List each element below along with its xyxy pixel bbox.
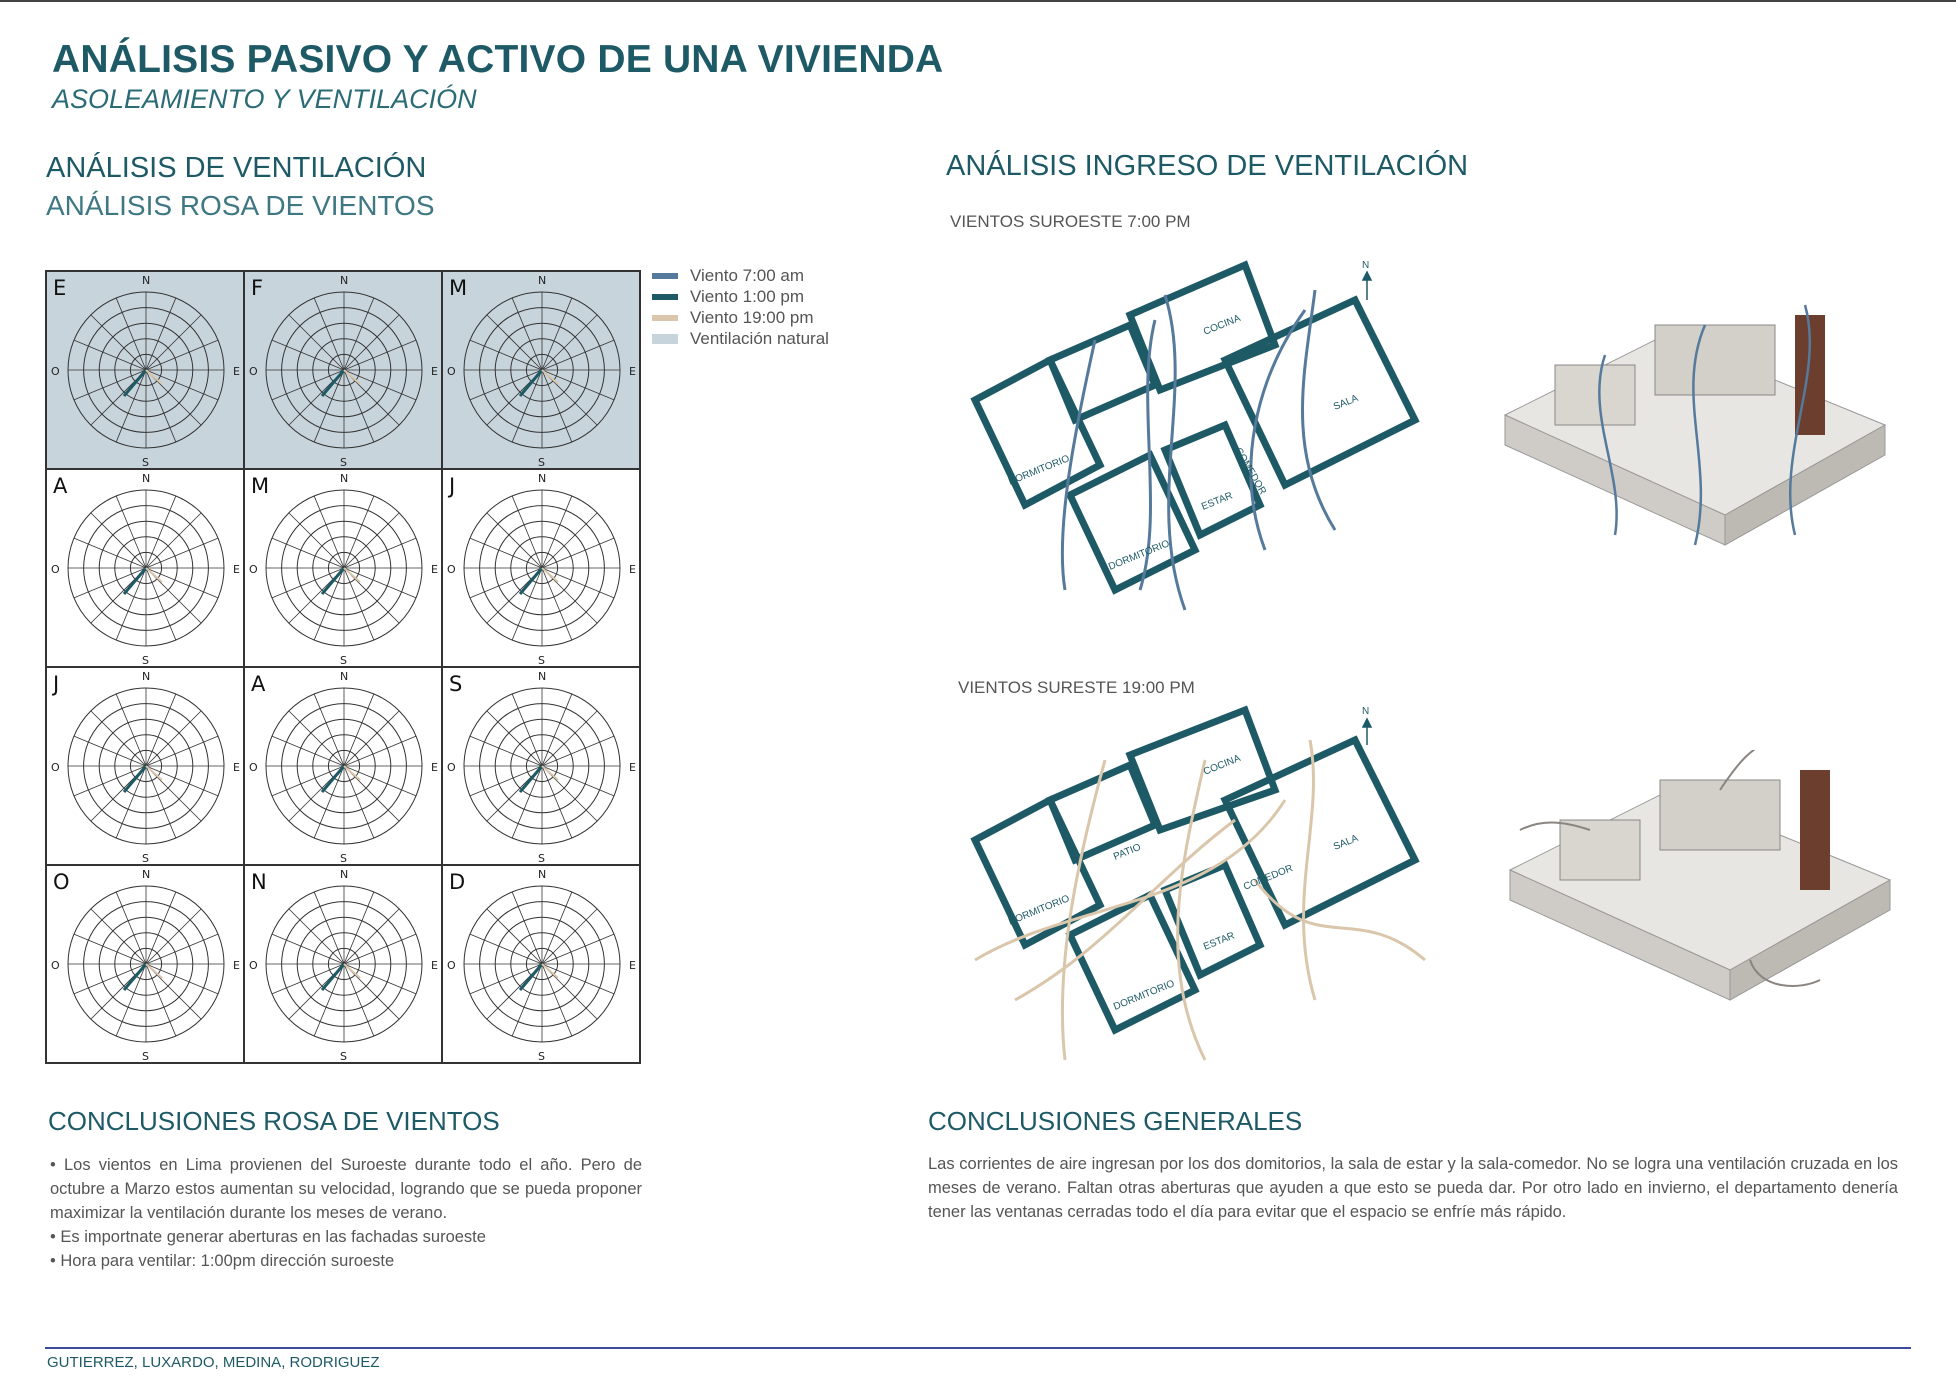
room-label-sala-2: SALA [1332, 833, 1360, 853]
wind-rose-chart [443, 272, 641, 470]
wind-rose-cell [442, 865, 640, 1063]
general-conclusions-heading: CONCLUSIONES GENERALES [928, 1106, 1303, 1136]
compass-label-o: O [249, 365, 258, 378]
wind-conclusions-list [50, 1153, 642, 1273]
wind-rose-cell [244, 271, 442, 469]
room-label-comedor-2: COMEDOR [1242, 863, 1295, 893]
wind-vector-1pm [520, 766, 542, 792]
page-subtitle: ASOLEAMIENTO Y VENTILACIÓN [52, 84, 477, 114]
month-label: D [449, 870, 466, 894]
compass-label-e: E [629, 365, 636, 378]
rose-spoke [542, 513, 597, 568]
room-label-cocina-2: COCINA [1202, 753, 1243, 778]
month-label: A [53, 474, 68, 498]
compass-label-n: N [142, 670, 151, 683]
compass-label-o: O [249, 959, 258, 972]
conclusion-bullet: • Los vientos en Lima provienen del Suroeste durante todo el año. Pero de octubre a Marzo estos aumentan su velocidad, logrando que se pueda proponer maximizar la ventilación durante los meses de verano. [50, 1156, 642, 1222]
wind-vector-1pm [124, 568, 146, 594]
compass-label-n: N [142, 472, 151, 485]
compass-label-e: E [629, 959, 636, 972]
rose-spoke [146, 711, 201, 766]
compass-label-s: S [538, 852, 545, 865]
rose-spoke [487, 315, 542, 370]
wind-conclusions-heading: CONCLUSIONES ROSA DE VIENTOS [48, 1106, 500, 1136]
month-label: M [449, 276, 468, 300]
compass-label-o: O [249, 761, 258, 774]
compass-label-e: E [431, 365, 438, 378]
north-label: N [1362, 260, 1370, 271]
wind-rose-chart [245, 470, 443, 668]
rose-spoke [91, 909, 146, 964]
month-label: J [53, 672, 60, 696]
compass-label-e: E [233, 563, 240, 576]
legend-item [652, 307, 829, 328]
conclusion-bullet: • Hora para ventilar: 1:00pm dirección suroeste [50, 1252, 395, 1270]
wind-rose-chart [245, 866, 443, 1064]
wind-rose-cell [442, 667, 640, 865]
rose-spoke [289, 909, 344, 964]
compass-label-e: E [431, 761, 438, 774]
legend-item [652, 265, 829, 286]
room-label-sala: SALA [1332, 393, 1360, 413]
wind-rose-cell [244, 667, 442, 865]
compass-label-s: S [340, 456, 347, 469]
wind-rose-cell [442, 271, 640, 469]
compass-label-n: N [340, 868, 349, 881]
legend-swatch-19pm [652, 315, 678, 321]
wind-rose-chart [443, 866, 641, 1064]
wind-rose-chart [443, 668, 641, 866]
rose-spoke [91, 315, 146, 370]
compass-label-s: S [142, 654, 149, 667]
compass-label-o: O [447, 365, 456, 378]
wind-rose-grid [45, 270, 641, 1064]
wind-rose-cell [442, 469, 640, 667]
legend-label: Viento 7:00 am [690, 265, 805, 285]
wind-rose-cell [46, 865, 244, 1063]
room-label-dormitorio: DORMITORIO [1007, 453, 1072, 488]
rose-spoke [542, 909, 597, 964]
wind-rose-chart [443, 470, 641, 668]
legend-item [652, 286, 829, 307]
wind-rose-subheading: ANÁLISIS ROSA DE VIENTOS [46, 190, 435, 221]
rose-spoke [542, 711, 597, 766]
compass-label-s: S [538, 654, 545, 667]
wind-rose-cell [46, 667, 244, 865]
wind-rose-cell [46, 271, 244, 469]
wind-rose-chart [245, 272, 443, 470]
compass-label-s: S [340, 654, 347, 667]
legend-item [652, 328, 829, 349]
rose-spoke [344, 315, 399, 370]
rose-spoke [289, 711, 344, 766]
wind-vector-1pm [520, 964, 542, 990]
month-label: A [251, 672, 266, 696]
legend-label: Ventilación natural [690, 328, 829, 348]
rose-spoke [146, 513, 201, 568]
compass-label-e: E [629, 761, 636, 774]
rose-spoke [487, 711, 542, 766]
legend [652, 265, 829, 349]
compass-label-o: O [51, 563, 60, 576]
month-label: J [449, 474, 456, 498]
wind-vector-1pm [322, 568, 344, 594]
month-label: S [449, 672, 463, 696]
rose-spoke [146, 315, 201, 370]
page-title: ANÁLISIS PASIVO Y ACTIVO DE UNA VIVIENDA [52, 38, 944, 81]
compass-label-s: S [340, 1050, 347, 1063]
top-border [0, 0, 1956, 2]
compass-label-o: O [447, 563, 456, 576]
wind-vector-1pm [520, 370, 542, 396]
legend-swatch-natural [652, 334, 678, 344]
axonometric-model-2 [1500, 750, 1900, 1015]
rose-spoke [344, 711, 399, 766]
wind-rose-cell [46, 469, 244, 667]
rose-spoke [91, 711, 146, 766]
month-label: N [251, 870, 267, 894]
compass-label-e: E [629, 563, 636, 576]
compass-label-n: N [142, 274, 151, 287]
footer-rule [45, 1347, 1911, 1349]
room-label-dormitorio-2: DORMITORIO [1107, 538, 1172, 573]
legend-label: Viento 1:00 pm [690, 286, 805, 306]
compass-label-s: S [340, 852, 347, 865]
compass-label-e: E [233, 761, 240, 774]
compass-label-s: S [142, 1050, 149, 1063]
compass-label-e: E [233, 959, 240, 972]
month-label: M [251, 474, 270, 498]
wind-rose-chart [47, 272, 245, 470]
room-label-dormitorio-3: DORMITORIO [1007, 893, 1072, 928]
legend-label: Viento 19:00 pm [690, 307, 814, 327]
wind-rose-chart [47, 470, 245, 668]
plan-caption-2: VIENTOS SURESTE 19:00 PM [958, 678, 1195, 697]
legend-swatch-1pm [652, 294, 678, 300]
room-label-estar-2: ESTAR [1202, 930, 1237, 953]
rose-spoke [344, 513, 399, 568]
rose-spoke [487, 909, 542, 964]
rose-spoke [289, 513, 344, 568]
compass-label-e: E [431, 959, 438, 972]
compass-label-s: S [142, 852, 149, 865]
room-label-cocina: COCINA [1202, 313, 1243, 338]
rose-spoke [344, 909, 399, 964]
compass-label-o: O [51, 365, 60, 378]
compass-label-s: S [538, 1050, 545, 1063]
compass-label-n: N [538, 670, 547, 683]
compass-label-e: E [233, 365, 240, 378]
compass-label-n: N [142, 868, 151, 881]
room-label-estar: ESTAR [1200, 490, 1235, 513]
compass-label-n: N [538, 868, 547, 881]
rose-spoke [146, 909, 201, 964]
room-label-dormitorio-4: DORMITORIO [1112, 978, 1177, 1013]
room-label-patio: PATIO [1112, 841, 1143, 863]
ventilation-heading: ANÁLISIS DE VENTILACIÓN [46, 152, 427, 184]
compass-label-n: N [340, 670, 349, 683]
ventilation-entry-heading: ANÁLISIS INGRESO DE VENTILACIÓN [946, 150, 1469, 182]
rose-spoke [487, 513, 542, 568]
general-conclusions-text: Las corrientes de aire ingresan por los dos domitorios, la sala de estar y la sala-comedor. No se logra una ventilación cruzada en los meses de verano. Faltan otras aberturas que ayuden a que esto se pueda dar. Por otro lado en invierno, el departamento denería tener las ventanas cerradas todo el día para evitar que el espacio se enfríe más rápido. [928, 1155, 1898, 1221]
wind-rose-chart [47, 668, 245, 866]
wind-rose-cell [244, 469, 442, 667]
legend-swatch-7am [652, 273, 678, 279]
rose-spoke [289, 315, 344, 370]
month-label: E [53, 276, 67, 300]
compass-label-o: O [51, 761, 60, 774]
compass-label-e: E [431, 563, 438, 576]
compass-label-n: N [538, 472, 547, 485]
wind-vector-1pm [124, 766, 146, 792]
wind-vector-1pm [322, 964, 344, 990]
plan-caption-1: VIENTOS SUROESTE 7:00 PM [950, 212, 1191, 231]
rose-spoke [542, 315, 597, 370]
rose-spoke [91, 513, 146, 568]
wind-vector-1pm [124, 370, 146, 396]
compass-label-o: O [447, 959, 456, 972]
wind-rose-chart [47, 866, 245, 1064]
wind-rose-chart [245, 668, 443, 866]
floor-plan-2 [955, 700, 1435, 1080]
month-label: F [251, 276, 264, 300]
wind-vector-1pm [322, 766, 344, 792]
wind-rose-cell [244, 865, 442, 1063]
compass-label-o: O [249, 563, 258, 576]
conclusion-bullet: • Es importnate generar aberturas en las fachadas suroeste [50, 1228, 486, 1246]
wind-vector-1pm [124, 964, 146, 990]
wind-vector-1pm [322, 370, 344, 396]
compass-label-n: N [538, 274, 547, 287]
compass-label-s: S [538, 456, 545, 469]
room-label-comedor: COMEDOR [1232, 446, 1269, 497]
north-label-2: N [1362, 706, 1370, 717]
floor-plan-1 [955, 250, 1435, 660]
compass-label-n: N [340, 472, 349, 485]
compass-label-s: S [142, 456, 149, 469]
axonometric-model-1 [1495, 295, 1895, 560]
month-label: O [53, 870, 70, 894]
compass-label-n: N [340, 274, 349, 287]
authors: GUTIERREZ, LUXARDO, MEDINA, RODRIGUEZ [47, 1354, 380, 1371]
wind-vector-1pm [520, 568, 542, 594]
compass-label-o: O [51, 959, 60, 972]
compass-label-o: O [447, 761, 456, 774]
